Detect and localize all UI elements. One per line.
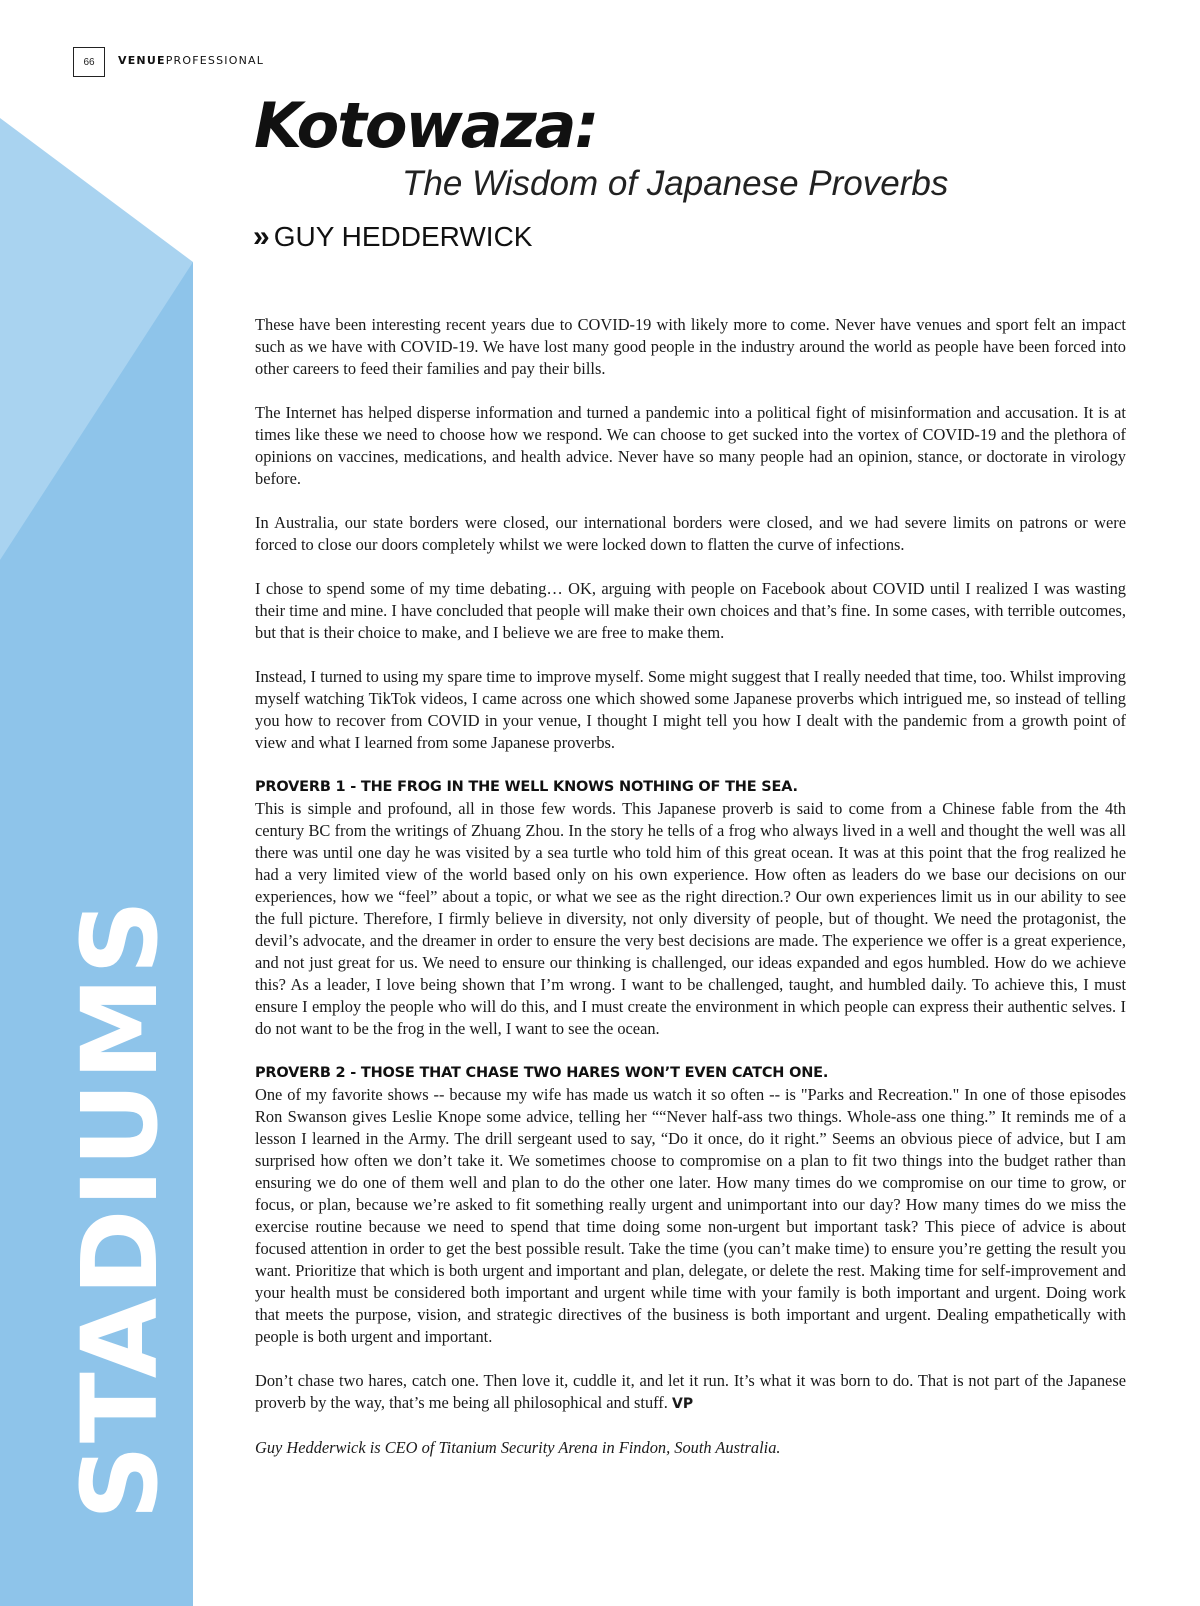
article-subtitle: The Wisdom of Japanese Proverbs xyxy=(402,164,949,203)
byline xyxy=(253,222,532,252)
section-label: STADIUMS xyxy=(59,897,181,1520)
proverb-1-text: This is simple and profound, all in those few words. This Japanese proverb is said to come from a Chinese fable from the 4th century BC from the writings of Zhuang Zhou. In the story he tells of a frog who always lived in a well and thought the well was all there was until one day he was visited by a sea turtle who told him of this great ocean. It was at this point that the frog realized he had a very limited view of the world based only on his own experience. How often as leaders do we base our decisions on our experiences, how we “feel” about a topic, or what we see as the right direction.? Our own experiences limit us in our ability to see the full picture. Therefore, I firmly believe in diversity, not only diversity of people, but of thought. We need the protagonist, the devil’s advocate, and the dreamer in order to ensure the very best decisions are made. The experience we offer is a great experience, and not just great for us. We need to ensure our thinking is challenged, our ideas expanded and egos humbled. How do we achieve this? As a leader, I love being shown that I’m wrong. I want to be challenged, taught, and humbled daily. To achieve this, I must ensure I employ the people who will do this, and I must create the environment in which people can express their authentic selves. I do not want to be the frog in the well, I want to see the ocean. xyxy=(255,799,1126,1038)
article-body xyxy=(255,314,1126,1481)
paragraph: In Australia, our state borders were closed, our international borders were closed, and we had severe limits on patrons or were forced to close our doors completely whilst we were locked down to flatten the curve of infections. xyxy=(255,513,1126,554)
closing-paragraph xyxy=(255,1370,1126,1415)
author-name: GUY HEDDERWICK xyxy=(273,221,533,252)
masthead-brand-bold: VENUE xyxy=(118,54,166,67)
closing-text: Don’t chase two hares, catch one. Then love it, cuddle it, and let it run. It’s what it was born to do. That is not part of the Japanese proverb by the way, that’s me being all philosophical and stuff. xyxy=(255,1371,1126,1412)
page-number: 66 xyxy=(73,47,105,77)
proverb-2-heading: PROVERB 2 - THOSE THAT CHASE TWO HARES WON’T EVEN CATCH ONE. xyxy=(255,1065,829,1081)
author-bio: Guy Hedderwick is CEO of Titanium Security Arena in Findon, South Australia. xyxy=(255,1438,781,1457)
paragraph: The Internet has helped disperse information and turned a pandemic into a political fight of misinformation and accusation. It is at times like these we need to choose how we respond. We can choose to get sucked into the vortex of COVID-19 and the plethora of opinions on vaccines, medications, and health advice. Never have so many people had an opinion, stance, or doctorate in virology before. xyxy=(255,403,1126,488)
end-mark: VP xyxy=(671,1396,694,1412)
masthead xyxy=(118,54,264,67)
proverb-2-text: One of my favorite shows -- because my wife has made us watch it so often -- is "Parks and Recreation." In one of those episodes Ron Swanson gives Leslie Knope some advice, telling her ““Never half-ass two things. Whole-ass one thing.” It reminds me of a lesson I learned in the Army. The drill sergeant used to say, “Do it once, do it right.” Seems an obvious piece of advice, but I am surprised how often we don’t take it. We sometimes choose to compromise on a plan to fit two things into the budget rather than ensuring we do one of them well and plan to do the other one later. How many times do we compromise on our time to grow, or focus, or plan, because we’re asked to fit something really urgent and unimportant into our day? How many times do we miss the exercise routine because we need to spend that time doing some non-urgent but important task? This piece of advice is about focused attention in order to get the best possible result. Take the time (you can’t make time) to ensure you’re getting the result you want. Prioritize that which is both urgent and important and plan, delegate, or delete the rest. Making time for self-improvement and your health must be considered both important and urgent while time with your family is both important and urgent. Doing work that meets the purpose, vision, and strategic directives of the business is both important and urgent. Dealing empathetically with people is both urgent and important. xyxy=(255,1085,1126,1346)
proverb-1-heading: PROVERB 1 - THE FROG IN THE WELL KNOWS NOTHING OF THE SEA. xyxy=(255,779,798,795)
paragraph: Instead, I turned to using my spare time to improve myself. Some might suggest that I really needed that time, too. Whilst improving myself watching TikTok videos, I came across one which showed some Japanese proverbs which intrigued me, so instead of telling you how to recover from COVID in your venue, I thought I might tell you how I dealt with the pandemic from a growth point of view and what I learned from some Japanese proverbs. xyxy=(255,667,1126,752)
paragraph: These have been interesting recent years due to COVID-19 with likely more to come. Never have venues and sport felt an impact such as we have with COVID-19. We have lost many good people in the industry around the world as people have been forced into other careers to feed their families and pay their bills. xyxy=(255,315,1126,378)
double-chevron-right-icon: » xyxy=(253,220,264,253)
masthead-brand-rest: PROFESSIONAL xyxy=(165,54,265,67)
section-sidebar xyxy=(0,0,200,1606)
paragraph: I chose to spend some of my time debating… OK, arguing with people on Facebook about COVID until I realized I was wasting their time and mine. I have concluded that people will make their own choices and that’s fine. In some cases, with terrible outcomes, but that is their choice to make, and I believe we are free to make them. xyxy=(255,579,1126,642)
article-title: Kotowaza: xyxy=(254,89,598,162)
